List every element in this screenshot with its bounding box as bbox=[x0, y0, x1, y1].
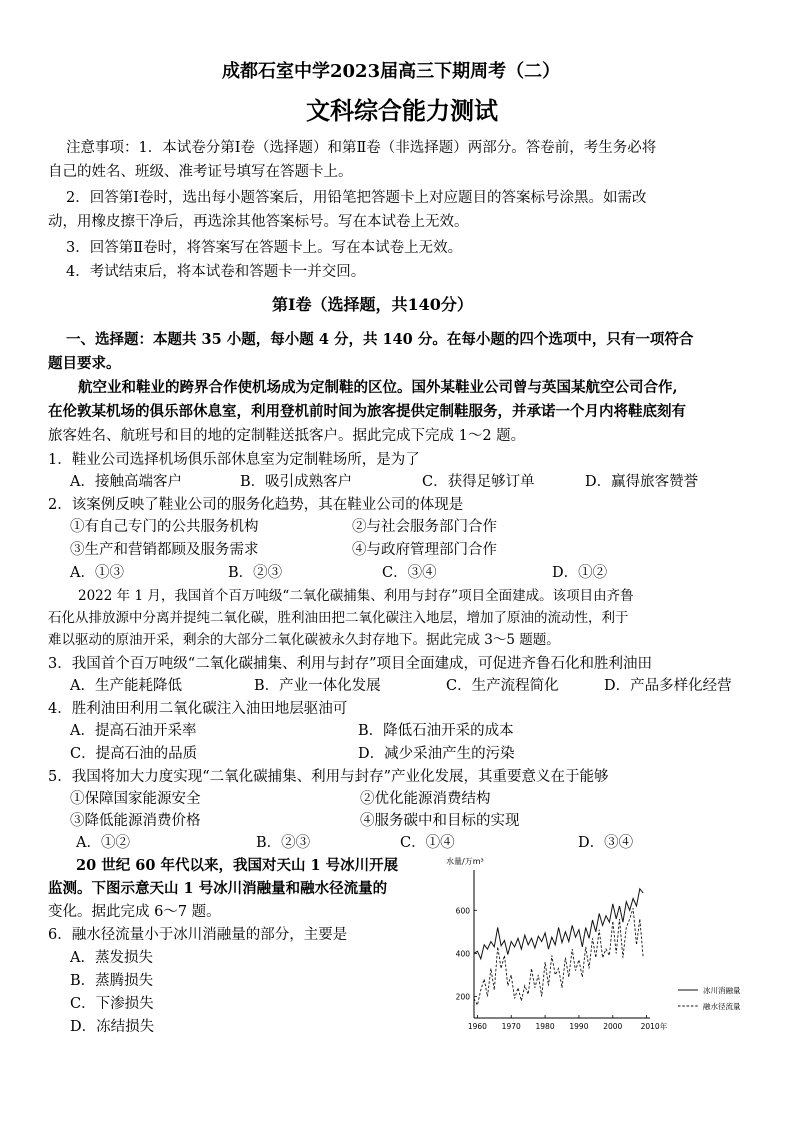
chart-axes bbox=[446, 856, 650, 1018]
statement: ①保障国家能源安全 bbox=[70, 791, 201, 807]
x-tick-label: 1960 bbox=[467, 1022, 487, 1031]
option-b: B．产业一体化发展 bbox=[254, 678, 381, 694]
option-a: A．生产能耗降低 bbox=[70, 678, 182, 694]
passage-line: 监测。下图示意天山 1 号冰川消融量和融水径流量的 bbox=[48, 880, 388, 897]
exam-title: 成都石室中学2023届高三下期周考（二） bbox=[222, 61, 561, 82]
option-c: C．下渗损失 bbox=[70, 996, 154, 1012]
legend-label-runoff: 融水径流量 bbox=[703, 1002, 741, 1011]
y-tick-label: 400 bbox=[455, 949, 470, 959]
section-instruction: 一、选择题：本题共 35 小题，每小题 4 分，共 140 分。在每小题的四个选项中，只有一项符合 bbox=[66, 331, 694, 348]
y-tick-label: 600 bbox=[455, 906, 470, 916]
notes-line: 动，用橡皮擦干净后，再选涂其他答案标号。写在本试卷上无效。 bbox=[48, 214, 469, 230]
passage-line: 难以驱动的原油开采，剩余的大部分二氧化碳被永久封存地下。据此完成 3～5 题题。 bbox=[48, 632, 560, 648]
option-d: D．减少采油产生的污染 bbox=[358, 746, 515, 762]
question-stem: 4．胜利油田利用二氧化碳注入油田地层驱油可 bbox=[48, 701, 348, 717]
option-b: B．吸引成熟客户 bbox=[240, 474, 353, 490]
section-instruction: 题目要求。 bbox=[48, 355, 121, 372]
option-c: C．①④ bbox=[400, 835, 455, 851]
y-axis-label: 水量/万m³ bbox=[446, 857, 484, 866]
statement: ①有自己专门的公共服务机构 bbox=[70, 519, 259, 535]
option-c: C．获得足够订单 bbox=[422, 474, 535, 490]
question-stem: 1．鞋业公司选择机场俱乐部休息室为定制鞋场所，是为了 bbox=[48, 452, 420, 468]
series-line-runoff bbox=[474, 908, 643, 1005]
passage-line: 石化从排放源中分离并提纯二氧化碳，胜利油田把二氧化碳注入地层，增加了原油的流动性，利于 bbox=[48, 610, 629, 626]
chart-ticks bbox=[456, 906, 668, 1031]
question-stem: 5．我国将加大力度实现“二氧化碳捕集、利用与封存”产业化发展，其重要意义在于能够 bbox=[48, 769, 609, 785]
glacier-runoff-chart bbox=[444, 848, 779, 1038]
option-a: A．①③ bbox=[70, 565, 124, 581]
passage-line: 20 世纪 60 年代以来，我国对天山 1 号冰川开展 bbox=[76, 857, 399, 874]
question-stem: 2．该案例反映了鞋业公司的服务化趋势，其在鞋业公司的体现是 bbox=[48, 497, 464, 513]
x-tick-label: 1990 bbox=[569, 1022, 589, 1031]
option-b: B．②③ bbox=[256, 835, 311, 851]
series-line-melt bbox=[474, 889, 643, 959]
legend-label-melt: 冰川消融量 bbox=[703, 986, 741, 995]
option-c: C．③④ bbox=[382, 565, 437, 581]
section-title: 第Ⅰ卷（选择题，共140分） bbox=[272, 295, 473, 314]
option-a: A．接触高端客户 bbox=[70, 474, 182, 490]
statement: ③生产和营销都顾及服务需求 bbox=[70, 542, 259, 558]
passage-line: 变化。据此完成 6～7 题。 bbox=[48, 904, 221, 920]
notes-line: 自己的姓名、班级、准考证号填写在答题卡上。 bbox=[48, 164, 353, 180]
chart-legend bbox=[678, 985, 741, 1011]
statement: ②优化能源消费结构 bbox=[360, 791, 491, 807]
notes-line: 4．考试结束后，将本试卷和答题卡一并交回。 bbox=[66, 264, 366, 280]
option-d: D．冻结损失 bbox=[70, 1019, 155, 1035]
option-c: C．提高石油的品质 bbox=[70, 746, 198, 762]
option-a: A．蒸发损失 bbox=[70, 950, 153, 966]
statement: ③降低能源消费价格 bbox=[70, 813, 201, 829]
option-b: B．蒸腾损失 bbox=[70, 973, 154, 989]
statement: ④服务碳中和目标的实现 bbox=[360, 813, 520, 829]
option-c: C．生产流程简化 bbox=[446, 678, 559, 694]
notes-line: 注意事项：1．本试卷分第Ⅰ卷（选择题）和第Ⅱ卷（非选择题）两部分。答卷前，考生务必将 bbox=[66, 140, 657, 156]
option-d: D．①② bbox=[552, 565, 608, 581]
option-d: D．③④ bbox=[578, 835, 634, 851]
x-tick-label: 1980 bbox=[535, 1022, 555, 1031]
question-stem: 6．融水径流量小于冰川消融量的部分，主要是 bbox=[48, 927, 348, 943]
statement: ②与社会服务部门合作 bbox=[352, 519, 497, 535]
passage-line: 2022 年 1 月，我国首个百万吨级“二氧化碳捕集、利用与封存”项目全面建成。该项目由齐鲁 bbox=[78, 588, 634, 604]
x-tick-label: 2000 bbox=[603, 1022, 623, 1031]
statement: ④与政府管理部门合作 bbox=[352, 542, 497, 558]
option-d: D．赢得旅客赞誉 bbox=[585, 474, 699, 490]
passage-line: 在伦敦某机场的俱乐部休息室，利用登机前时间为旅客提供定制鞋服务，并承诺一个月内将鞋底刻有 bbox=[48, 403, 686, 420]
option-a: A．①② bbox=[76, 835, 130, 851]
notes-line: 2．回答第Ⅰ卷时，选出每小题答案后，用铅笔把答题卡上对应题目的答案标号涂黑。如需改 bbox=[66, 190, 647, 206]
chart-series bbox=[474, 889, 643, 1005]
option-b: B．降低石油开采的成本 bbox=[358, 723, 514, 739]
x-tick-label: 2010年 bbox=[640, 1022, 668, 1031]
option-a: A．提高石油开采率 bbox=[70, 723, 197, 739]
notes-line: 3．回答第Ⅱ卷时，将答案写在答题卡上。写在本试卷上无效。 bbox=[66, 240, 463, 256]
option-b: B．②③ bbox=[228, 565, 283, 581]
passage-line: 旅客姓名、航班号和目的地的定制鞋送抵客户。据此完成下完成 1～2 题。 bbox=[48, 428, 526, 444]
question-stem: 3．我国首个百万吨级“二氧化碳捕集、利用与封存”项目全面建成，可促进齐鲁石化和胜利油田 bbox=[48, 656, 653, 672]
option-d: D．产品多样化经营 bbox=[604, 678, 732, 694]
y-tick-label: 200 bbox=[455, 992, 470, 1002]
passage-line: 航空业和鞋业的跨界合作使机场成为定制鞋的区位。国外某鞋业公司曾与英国某航空公司合作, bbox=[78, 379, 678, 396]
exam-subtitle: 文科综合能力测试 bbox=[306, 96, 498, 125]
x-tick-label: 1970 bbox=[501, 1022, 521, 1031]
